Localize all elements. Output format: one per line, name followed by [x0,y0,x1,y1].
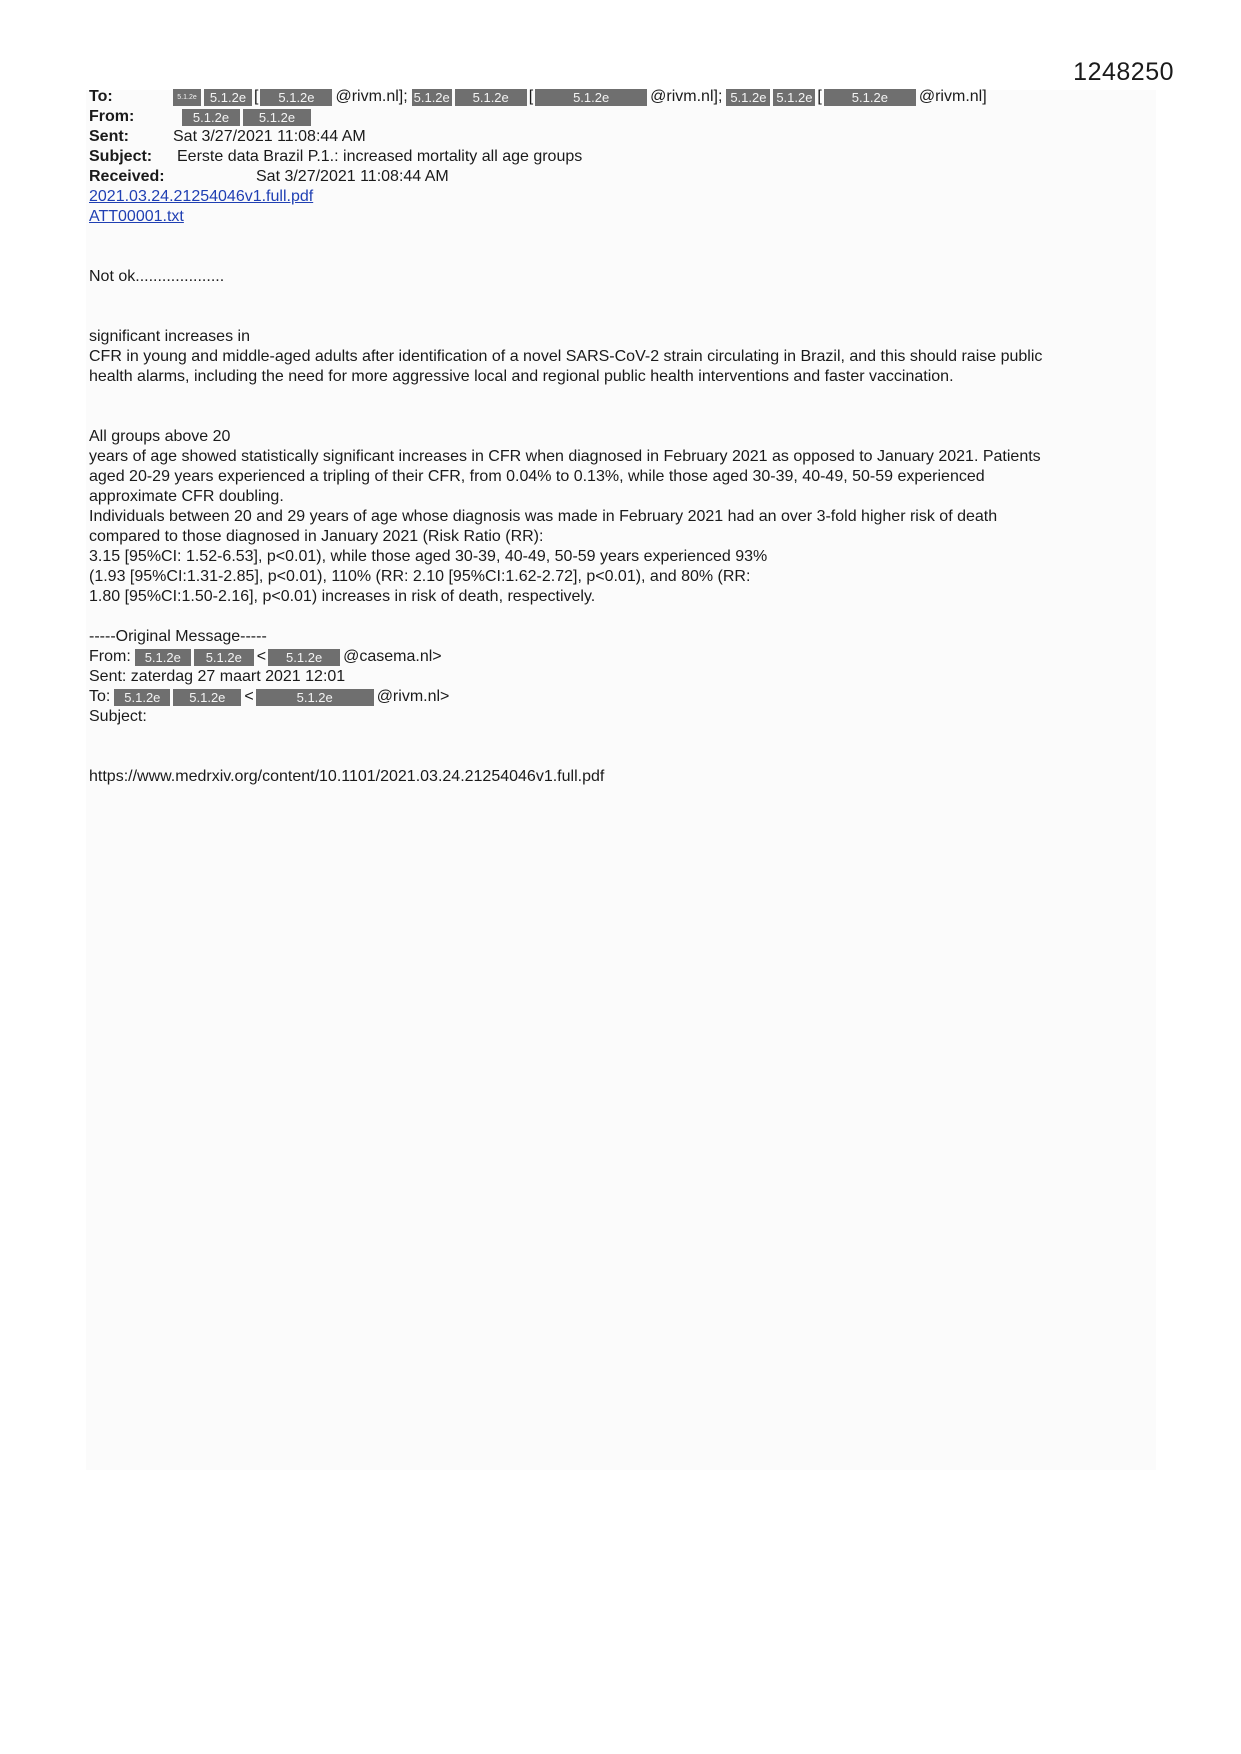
body-line: Individuals between 20 and 29 years of age whose diagnosis was made in February 2021 had an over 3-fold higher risk of death [89,508,998,525]
redaction-block: 5.1.2e [824,89,916,106]
original-from-domain: @casema.nl> [343,648,442,665]
redaction-block: 5.1.2e [173,689,241,706]
redaction-block: 5.1.2e [413,89,450,105]
to-value [173,87,987,107]
received-row [89,167,1149,187]
redaction-block: 5.1.2e [135,649,191,666]
body-line: significant increases in [89,328,250,345]
from-value [182,109,314,126]
sent-row [89,127,1149,147]
body-line: All groups above 20 [89,428,231,445]
redaction-block: 5.1.2e [535,89,647,106]
bracket: [ [254,88,259,105]
original-to-label: To: [89,688,111,705]
email-content [89,87,1149,787]
original-message-header: -----Original Message----- [89,628,267,645]
document-number: 1248250 [1073,58,1174,86]
original-to-domain: @rivm.nl> [376,688,450,705]
body-line: aged 20-29 years experienced a tripling of their CFR, from 0.04% to 0.13%, while those aged 30-39, 40-49, 50-59 experienced [89,468,985,485]
to-label: To: [89,88,113,105]
body-paragraph-1 [89,327,1149,387]
sent-value: Sat 3/27/2021 11:08:44 AM [173,128,366,145]
lt-sign: < [256,648,267,665]
original-sent-line: Sent: zaterdag 27 maart 2021 12:01 [89,668,346,685]
redaction-block: 5.1.2e [455,89,527,106]
body-line-not-ok: Not ok.................... [89,268,225,285]
body-paragraph-2 [89,427,1149,607]
subject-value: Eerste data Brazil P.1.: increased mortality all age groups [177,148,583,165]
bracket: [ [817,88,822,105]
sent-label: Sent: [89,128,129,145]
redaction-block: 5.1.2e [173,89,201,106]
redaction-block: 5.1.2e [268,649,340,666]
redaction-block: 5.1.2e [182,109,240,126]
article-url: https://www.medrxiv.org/content/10.1101/2021.03.24.21254046v1.full.pdf [89,768,605,785]
original-from-row [89,647,1149,667]
redaction-block: 5.1.2e [204,89,252,106]
redaction-block: 5.1.2e [114,689,170,706]
body-line: (1.93 [95%CI:1.31-2.85], p<0.01), 110% (RR: 2.10 [95%CI:1.62-2.72], p<0.01), and 80% (RR: [89,568,751,585]
redaction-block: 5.1.2e [194,649,254,666]
body-line: 1.80 [95%CI:1.50-2.16], p<0.01) increases in risk of death, respectively. [89,588,596,605]
from-row [89,107,1149,127]
body-line: compared to those diagnosed in January 2021 (Risk Ratio (RR): [89,528,544,545]
redaction-block: 5.1.2e [773,89,815,106]
to-domain-3: @rivm.nl] [918,88,987,105]
attachment-link-txt[interactable]: ATT00001.txt [89,208,184,225]
to-domain-1: @rivm.nl]; [335,88,408,105]
attachment-link-pdf[interactable]: 2021.03.24.21254046v1.full.pdf [89,188,314,205]
received-label: Received: [89,168,165,185]
from-label: From: [89,108,135,125]
original-subject-line: Subject: [89,708,147,725]
subject-row [89,147,1149,167]
original-to-row [89,687,1149,707]
subject-label: Subject: [89,148,153,165]
body-line: approximate CFR doubling. [89,488,284,505]
body-line: CFR in young and middle-aged adults after identification of a novel SARS-CoV-2 strain circulating in Brazil, and this should raise public [89,348,1043,365]
original-from-label: From: [89,648,131,665]
lt-sign: < [244,688,254,705]
body-line: 3.15 [95%CI: 1.52-6.53], p<0.01), while those aged 30-39, 40-49, 50-59 years experienced 93% [89,548,768,565]
received-value: Sat 3/27/2021 11:08:44 AM [256,168,449,185]
redaction-block: 5.1.2e [243,109,311,126]
redaction-block: 5.1.2e [260,89,332,106]
body-line: health alarms, including the need for more aggressive local and regional public health interventions and faster vaccination. [89,368,954,385]
to-row [89,87,1149,107]
redaction-block: 5.1.2e [726,89,770,106]
bracket: [ [528,88,534,105]
original-message [89,627,1149,727]
body-line: years of age showed statistically significant increases in CFR when diagnosed in February 2021 as opposed to January 2021. Patients [89,448,1041,465]
redaction-block: 5.1.2e [256,689,374,706]
to-domain-2: @rivm.nl]; [650,88,723,105]
